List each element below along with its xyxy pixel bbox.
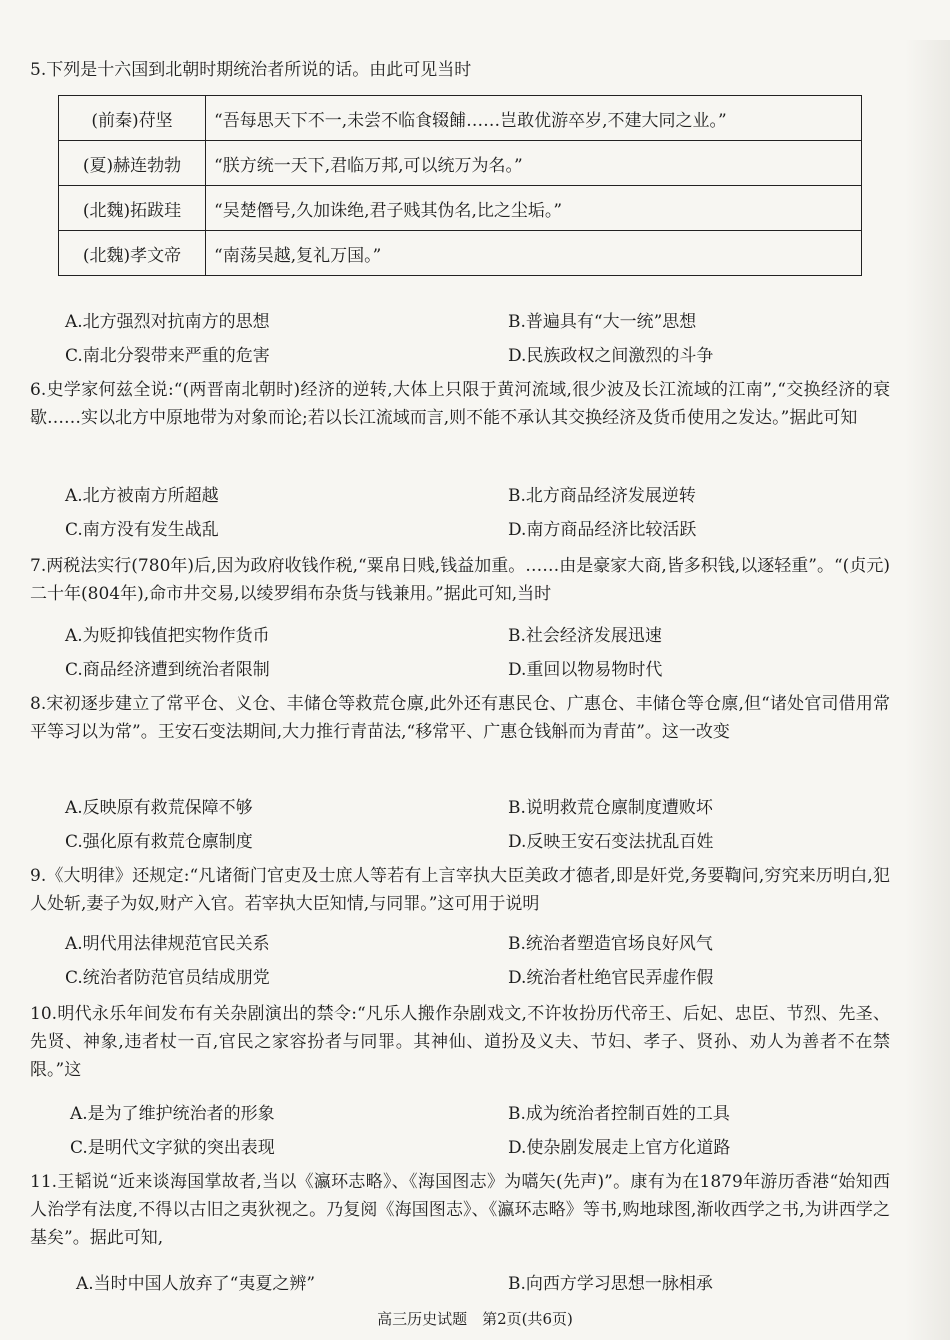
question-6-option-c: C.南方没有发生战乱	[65, 520, 219, 540]
table-row	[59, 96, 862, 141]
show-through-margin	[905, 40, 950, 1340]
question-5	[30, 56, 890, 84]
question-8-option-c: C.强化原有救荒仓廪制度	[65, 832, 253, 852]
question-9-option-d: D.统治者杜绝官民弄虚作假	[508, 968, 714, 988]
question-8-option-a: A.反映原有救荒保障不够	[65, 798, 253, 818]
page-footer: 高三历史试题 第2页(共6页)	[377, 1310, 573, 1328]
question-11-stem: 11.王韬说“近来谈海国掌故者,当以《瀛环志略》、《海国图志》为嚆矢(先声)”。康有为在1879年游历香港“始知西人治学有法度,不得以古旧之夷狄视之。乃复阅《海国图志》、《瀛环志略》等书,购地球图,渐收西学之书,为讲西学之基矣”。据此可知,	[30, 1172, 890, 1248]
ruler-name: (前秦)苻坚	[59, 96, 206, 141]
table-row	[59, 141, 862, 186]
ruler-quote: “朕方统一天下,君临万邦,可以统万为名。”	[206, 141, 862, 186]
ruler-name: (北魏)拓跋珪	[59, 186, 206, 231]
question-10-option-a: A.是为了维护统治者的形象	[70, 1104, 275, 1124]
question-6	[30, 376, 890, 432]
question-8-option-b: B.说明救荒仓廪制度遭败坏	[508, 798, 713, 818]
question-7-stem: 7.两税法实行(780年)后,因为政府收钱作税,“粟帛日贱,钱益加重。……由是豪家大商,皆多积钱,以逐轻重”。“(贞元)二十年(804年),命市井交易,以绫罗绢布杂货与钱兼用。”据此可知,当时	[30, 556, 890, 604]
question-7	[30, 552, 890, 608]
question-9-option-a: A.明代用法律规范官民关系	[65, 934, 270, 954]
question-5-option-b: B.普遍具有“大一统”思想	[508, 312, 697, 332]
ruler-quote: “吾每思天下不一,未尝不临食辍餔……岂敢优游卒岁,不建大同之业。”	[206, 96, 862, 141]
question-11-option-a: A.当时中国人放弃了“夷夏之辨”	[76, 1274, 316, 1294]
question-8-option-d: D.反映王安石变法扰乱百姓	[508, 832, 714, 852]
table-row	[59, 186, 862, 231]
question-10-stem: 10.明代永乐年间发布有关杂剧演出的禁令:“凡乐人搬作杂剧戏文,不许妆扮历代帝王、后妃、忠臣、节烈、先圣、先贤、神象,违者杖一百,官民之家容扮者与同罪。其神仙、道扮及义夫、节妇、孝子、贤孙、劝人为善者不在禁限。”这	[30, 1004, 890, 1080]
question-7-option-c: C.商品经济遭到统治者限制	[65, 660, 270, 680]
question-6-option-b: B.北方商品经济发展逆转	[508, 486, 696, 506]
question-5-option-c: C.南北分裂带来严重的危害	[65, 346, 270, 366]
question-5-stem: 5.下列是十六国到北朝时期统治者所说的话。由此可见当时	[30, 60, 472, 80]
question-9-option-c: C.统治者防范官员结成朋党	[65, 968, 270, 988]
table-row	[59, 231, 862, 276]
question-7-option-d: D.重回以物易物时代	[508, 660, 663, 680]
question-6-stem: 6.史学家何兹全说:“(两晋南北朝时)经济的逆转,大体上只限于黄河流域,很少波及长江流域的江南”,“交换经济的衰歇……实以北方中原地带为对象而论;若以长江流域而言,则不能不承认其交换经济及货币使用之发达。”据此可知	[30, 380, 890, 428]
question-10	[30, 1000, 890, 1084]
question-8	[30, 690, 890, 746]
question-10-option-d: D.使杂剧发展走上官方化道路	[508, 1138, 731, 1158]
question-9-stem: 9.《大明律》还规定:“凡诸衙门官吏及士庶人等若有上言宰执大臣美政才德者,即是奸党,务要鞫问,穷究来历明白,犯人处斩,妻子为奴,财产入官。若宰执大臣知情,与同罪。”这可用于说明	[30, 866, 890, 914]
question-6-option-d: D.南方商品经济比较活跃	[508, 520, 697, 540]
question-7-option-b: B.社会经济发展迅速	[508, 626, 662, 646]
ruler-quote: “吴楚僭号,久加诛绝,君子贱其伪名,比之尘垢。”	[206, 186, 862, 231]
question-5-option-a: A.北方强烈对抗南方的思想	[65, 312, 270, 332]
ruler-quotes-table	[58, 95, 862, 276]
question-6-option-a: A.北方被南方所超越	[65, 486, 219, 506]
ruler-quote: “南荡吴越,复礼万国。”	[206, 231, 862, 276]
question-10-option-b: B.成为统治者控制百姓的工具	[508, 1104, 730, 1124]
question-10-option-c: C.是明代文字狱的突出表现	[70, 1138, 275, 1158]
question-5-option-d: D.民族政权之间激烈的斗争	[508, 346, 714, 366]
question-11-option-b: B.向西方学习思想一脉相承	[508, 1274, 713, 1294]
ruler-name: (夏)赫连勃勃	[59, 141, 206, 186]
question-7-option-a: A.为贬抑钱值把实物作货币	[65, 626, 270, 646]
question-9	[30, 862, 890, 918]
question-8-stem: 8.宋初逐步建立了常平仓、义仓、丰储仓等救荒仓廪,此外还有惠民仓、广惠仓、丰储仓等仓廪,但“诸处官司借用常平等习以为常”。王安石变法期间,大力推行青苗法,“移常平、广惠仓钱斛而为青苗”。这一改变	[30, 694, 890, 742]
question-9-option-b: B.统治者塑造官场良好风气	[508, 934, 713, 954]
ruler-name: (北魏)孝文帝	[59, 231, 206, 276]
question-11	[30, 1168, 890, 1252]
